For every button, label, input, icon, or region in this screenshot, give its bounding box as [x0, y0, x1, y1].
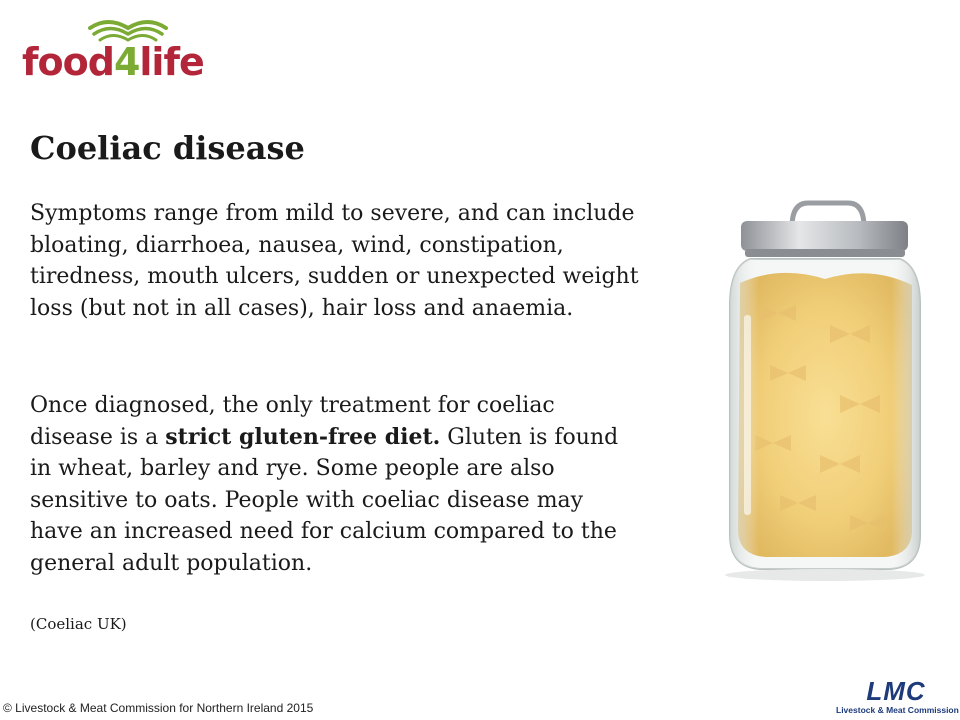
pasta-jar-image	[700, 195, 960, 595]
treatment-text-end: Gluten is found in wheat, barley and rye. Some people are also sensitive to oats. People with coeliac disease may have an increased need for calcium compared to the general adult population.	[30, 424, 619, 576]
treatment-text-start: Once diagnosed, the only treatment for coeliac disease is a	[30, 393, 555, 450]
source-citation: (Coeliac UK)	[30, 615, 127, 633]
lmc-logo-letters: LMC	[866, 676, 926, 706]
food4life-logo	[22, 14, 204, 84]
logo-wordmark	[22, 40, 204, 84]
logo-word-life: life	[139, 40, 204, 84]
treatment-paragraph	[30, 390, 640, 579]
logo-word-4: 4	[113, 40, 140, 84]
lmc-logo	[836, 676, 959, 718]
slide-title: Coeliac disease	[30, 129, 305, 167]
treatment-emphasis: strict gluten-free diet.	[165, 423, 441, 450]
lmc-logo-name: Livestock & Meat Commission	[836, 705, 959, 715]
copyright-notice: © Livestock & Meat Commission for Northern Ireland 2015	[3, 701, 314, 715]
logo-word-food: food	[22, 40, 114, 84]
symptoms-paragraph: Symptoms range from mild to severe, and can include bloating, diarrhoea, nausea, wind, constipation, tiredness, mouth ulcers, sudden or unexpected weight loss (but not in all cases), hair loss and anaemia.	[30, 201, 639, 321]
